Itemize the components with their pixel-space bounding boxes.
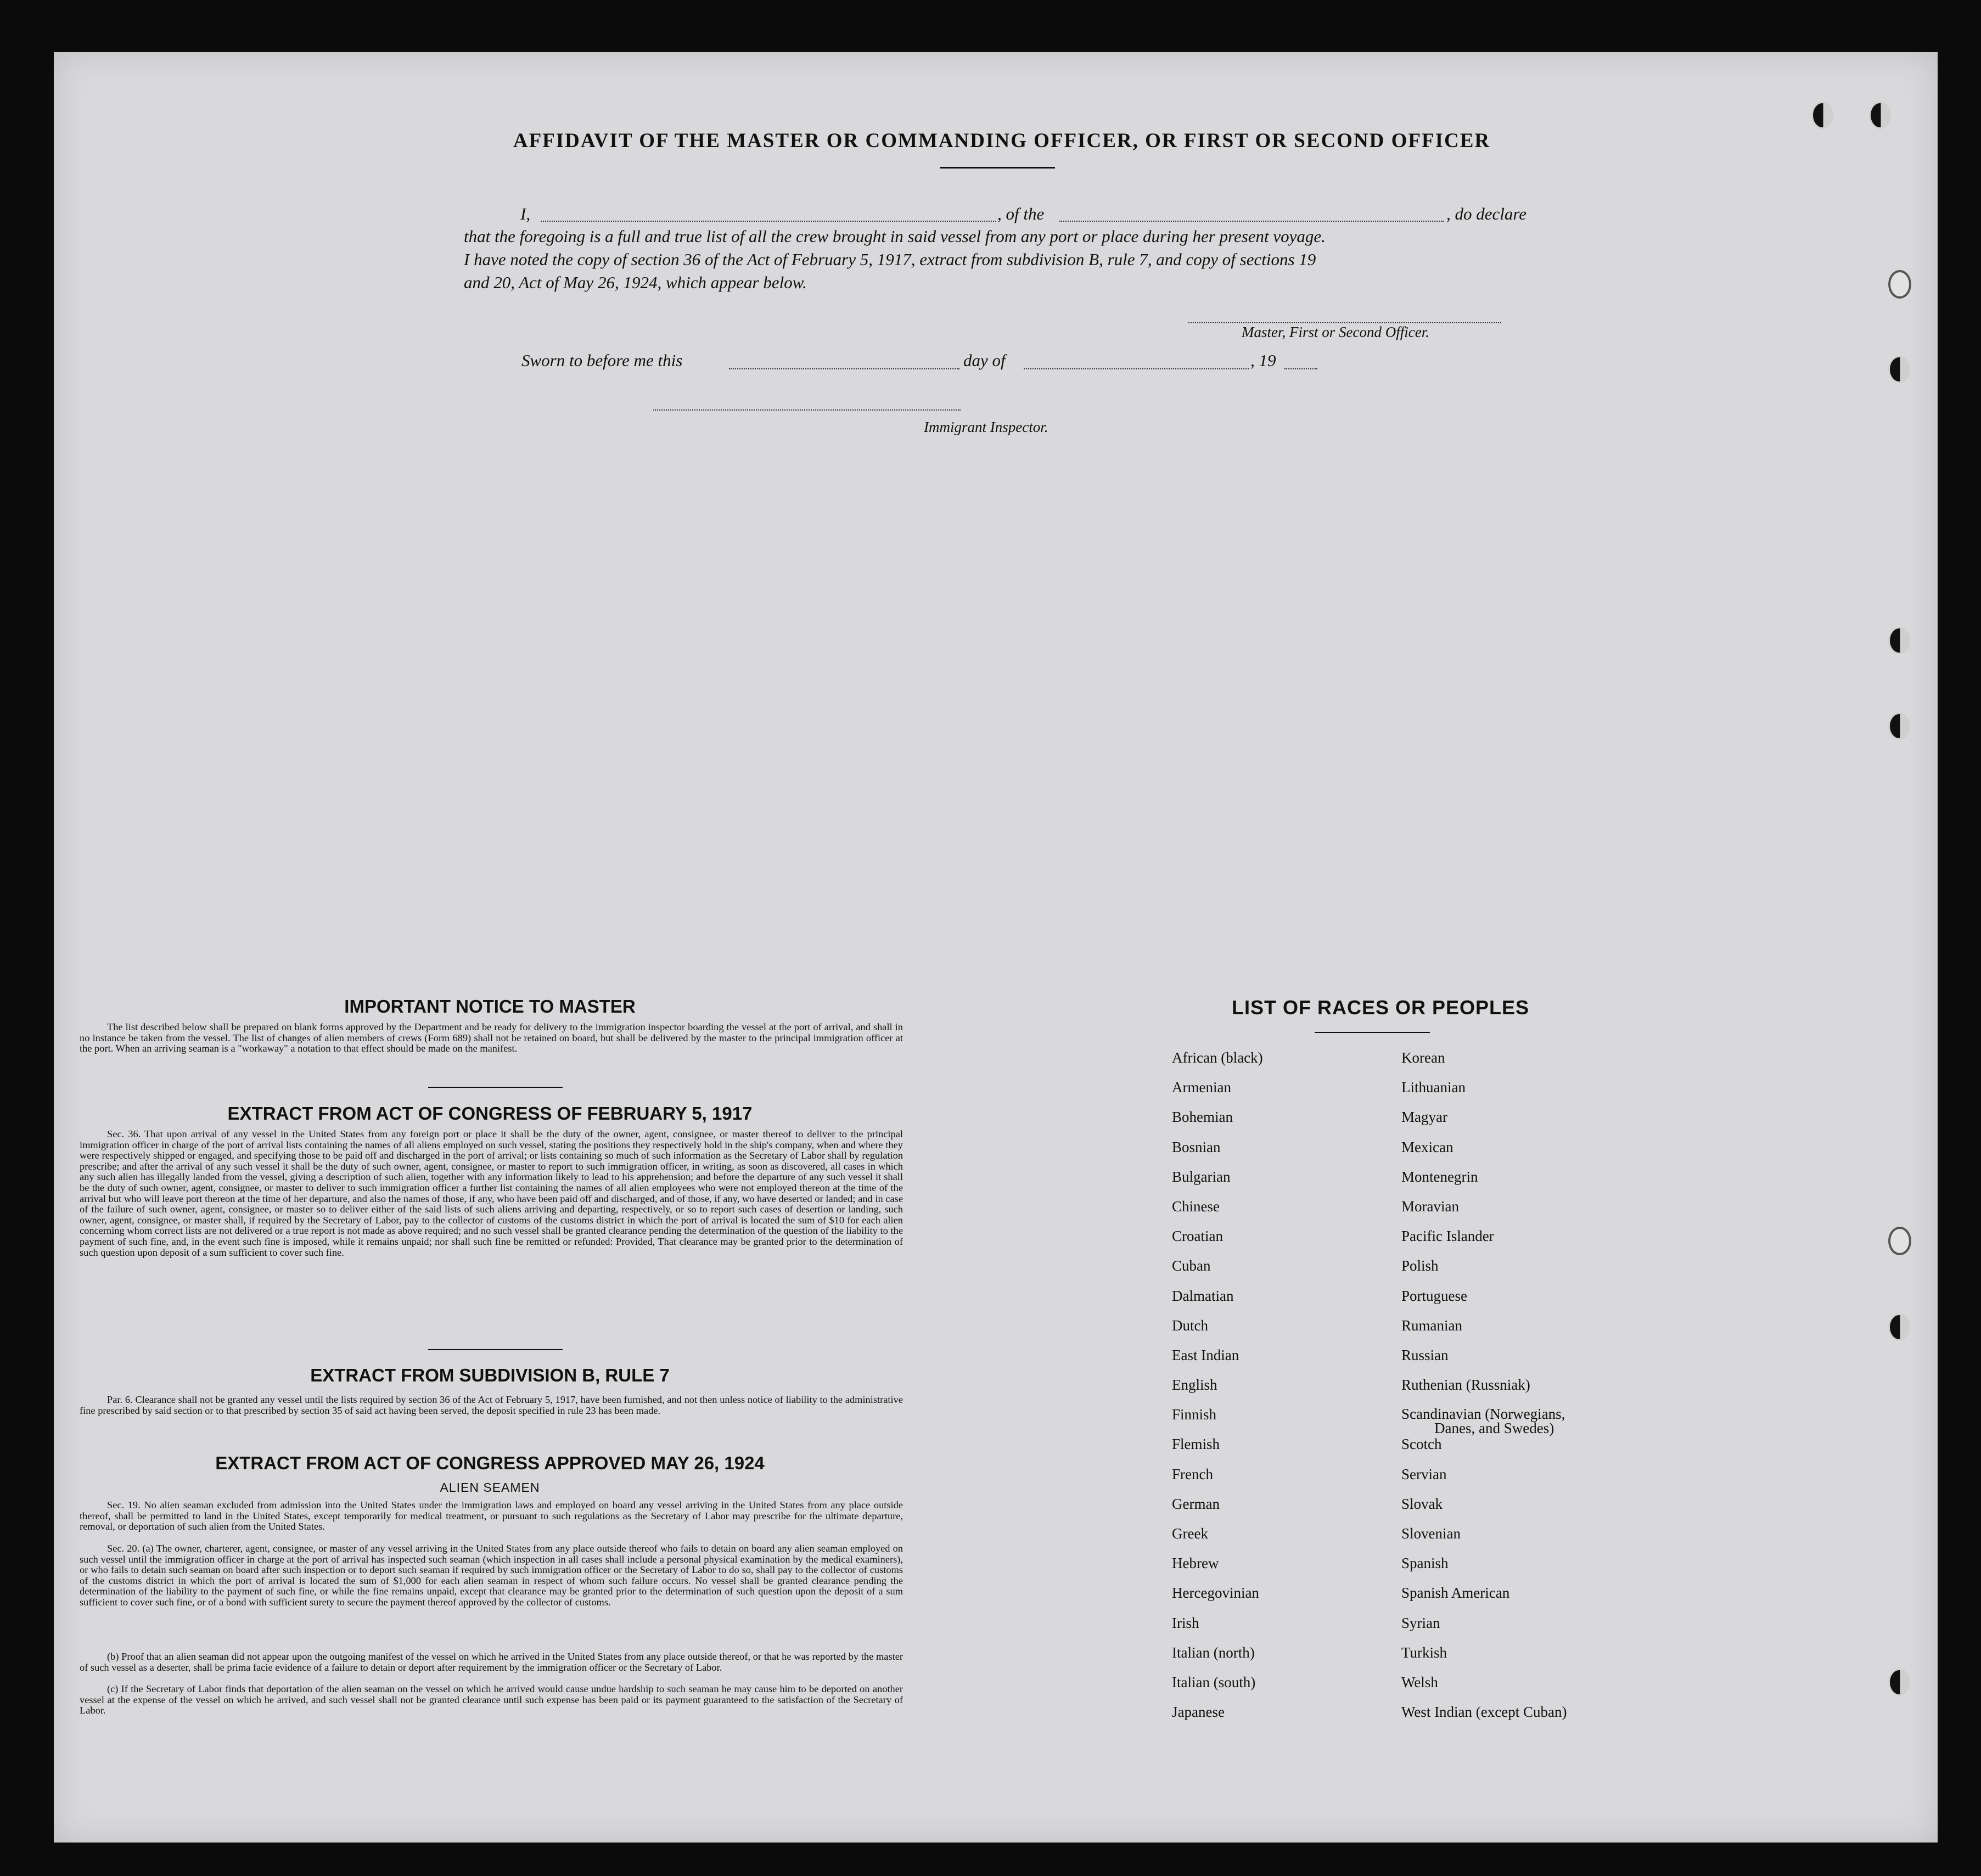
race-item: Montenegrin — [1401, 1168, 1478, 1185]
race-item: Croatian — [1172, 1228, 1223, 1245]
race-item: Bulgarian — [1172, 1168, 1231, 1185]
race-item: Irish — [1172, 1614, 1199, 1631]
race-item: East Indian — [1172, 1346, 1239, 1363]
binder-hole — [1888, 356, 1910, 383]
affidavit-line-4: and 20, Act of May 26, 1924, which appear below. — [464, 273, 807, 292]
affidavit-line-2: that the foregoing is a full and true list of all the crew brought in said vessel from any port or place during her present voyage. — [464, 227, 1326, 246]
rule7-title: EXTRACT FROM SUBDIVISION B, RULE 7 — [310, 1365, 670, 1385]
rule7-body: Par. 6. Clearance shall not be granted any vessel until the lists required by section 36 of the Act of February 5, 1917, have been furnished, and not then unless notice of liability to the administrative fine prescribed by said section or to that prescribed by section 35 of said act having been served, the deposit specified in rule 23 has been made. — [80, 1394, 903, 1416]
race-item: Scotch — [1401, 1436, 1442, 1453]
extract-1924-sec20a: Sec. 20. (a) The owner, charterer, agent, consignee, or master of any vessel arriving in the United States from any place outside thereof who fails to detain on board any alien seaman employed on such vessel until the immigration officer in charge at the port of arrival has inspected such seaman (which inspection in all cases shall include a personal physical examination by the medical examiners), or who fails to detain such seaman on board after such inspection or to deport such seaman if required by such immigration officer or the Secretary of Labor to do so, shall pay to the collector of customs of the customs district in which the port of arrival is located the sum of $1,000 for each alien seaman in respect of whom such failure occurs. No vessel shall be granted clearance pending the determination of the liability to the payment of such fine, or while the fine remains unpaid, except that clearance may be granted prior to the determination of such question upon the deposit of a sum sufficient to cover such fine, or of a bond with sufficient surety to secure the payment thereof approved by the collector of customs. — [80, 1543, 903, 1608]
race-item: Flemish — [1172, 1436, 1220, 1453]
race-item: Cuban — [1172, 1257, 1211, 1274]
race-item-line: Scandinavian (Norwegians, — [1401, 1406, 1565, 1423]
race-item: Pacific Islander — [1401, 1228, 1494, 1245]
race-item: Servian — [1401, 1465, 1447, 1482]
race-item: Russian — [1401, 1346, 1449, 1363]
race-item: Slovak — [1401, 1495, 1443, 1512]
race-item: German — [1172, 1495, 1220, 1512]
extract-1917-body: Sec. 36. That upon arrival of any vessel in the United States from any foreign port or place it shall be the duty of the owner, agent, consignee, or master thereof to deliver to the principal immigration officer in charge of the port of arrival lists containing the names of all aliens employed on such vessel, stating the positions they respectively hold in the ship's company, when and where they were respectively shipped or engaged, and specifying those to be paid off and discharged in the port of arrival; or lists containing so much of such information as the Secretary of Labor shall by regulation prescribe; and after the arrival of any such vessel it shall be the duty of such owner, agent, consignee, or master to report to such immigration officer, in writing, as soon as discovered, all cases in which any such alien has illegally landed from the vessel, giving a description of such alien, together with any information likely to lead to his apprehension; and before the departure of any such vessel it shall be the duty of such owner, agent, consignee, or master to deliver to such immigration officer a further list containing the names of all alien employees who were not employed thereon at the time of the arrival but who will leave port thereon at the time of her departure, and also the names of those, if any, who have been paid off and discharged, and of those, if any, wo have deserted or landed; and in case of the failure of such owner, agent, consignee, or master so to deliver either of the said lists of such aliens arriving and departing, respectively, or so to report such cases of desertion or landing, such owner, agent, consignee, or master shall, if required by the Secretary of Labor, pay to the collector of customs of the customs district in which the port of arrival is located the sum of $10 for each alien concerning whom correct lists are not delivered or a true report is not made as above required; and no such vessel shall be granted clearance pending the determination of the question of the liability to the payment of such fine, and, in the event such fine is imposed, while it remains unpaid; nor shall such fine be remitted or refunded: Provided, That clearance may be granted prior to the determination of such question upon deposit of a sum sufficient to cover such fine. — [80, 1128, 903, 1258]
race-item: Spanish American — [1401, 1585, 1510, 1602]
affidavit-i: I, — [520, 204, 531, 223]
race-item: Armenian — [1172, 1079, 1231, 1096]
race-item: Lithuanian — [1401, 1079, 1466, 1096]
binder-hole — [1888, 712, 1910, 740]
race-item: Chinese — [1172, 1198, 1220, 1215]
sworn-month-field[interactable] — [1024, 368, 1249, 369]
race-item: Spanish — [1401, 1555, 1449, 1572]
binder-hole — [1869, 102, 1891, 129]
sworn-year-field[interactable] — [1284, 368, 1317, 369]
extract-1924-sec20c: (c) If the Secretary of Labor finds that deportation of the alien seaman on the vessel on which he arrived would cause undue hardship to such seaman he may cause him to be deported on another vessel at the expense of the vessel on which he arrived, and such vessel shall not be granted clearance until such expense has been paid or its payment guaranteed to the satisfaction of the Secretary of Labor. — [80, 1683, 903, 1716]
name-field[interactable] — [541, 221, 996, 222]
sworn-day-field[interactable] — [729, 368, 959, 369]
races-left-column — [1172, 1050, 1263, 1734]
extract-1924-title: EXTRACT FROM ACT OF CONGRESS APPROVED MAY 26, 1924 — [215, 1453, 765, 1473]
race-item: Magyar — [1401, 1109, 1447, 1126]
notice-title: IMPORTANT NOTICE TO MASTER — [344, 996, 636, 1016]
affidavit-title: AFFIDAVIT OF THE MASTER OR COMMANDING OFFICER, OR FIRST OR SECOND OFFICER — [513, 130, 1491, 152]
race-item: French — [1172, 1465, 1213, 1482]
race-item: Rumanian — [1401, 1317, 1462, 1334]
extract-1924-sec20b: (b) Proof that an alien seaman did not appear upon the outgoing manifest of the vessel on which he arrived in the United States from any place outside thereof, or that he was reported by the master of such vessel as a deserter, shall be prima facie evidence of a failure to detain or deport after requirement by the immigration officer or the Secretary of Labor. — [80, 1651, 903, 1673]
divider — [428, 1087, 563, 1088]
race-item: Moravian — [1401, 1198, 1459, 1215]
master-signature-field[interactable] — [1188, 322, 1501, 323]
sworn-text: Sworn to before me this — [521, 351, 683, 370]
race-item: English — [1172, 1377, 1217, 1394]
binder-hole — [1888, 1227, 1911, 1255]
race-item: West Indian (except Cuban) — [1401, 1704, 1567, 1721]
race-item: Bosnian — [1172, 1138, 1221, 1155]
race-item: Turkish — [1401, 1644, 1447, 1661]
race-item: Mexican — [1401, 1138, 1454, 1155]
race-item: Dalmatian — [1172, 1287, 1234, 1304]
race-item: Hebrew — [1172, 1555, 1219, 1572]
binder-hole — [1888, 1313, 1910, 1341]
races-right-column — [1401, 1050, 1567, 1734]
affidavit-declare: , do declare — [1446, 204, 1527, 223]
inspector-signature-field[interactable] — [653, 409, 961, 411]
race-item: Italian (north) — [1172, 1644, 1255, 1661]
year-text: , 19 — [1250, 351, 1276, 370]
race-item: Welsh — [1401, 1673, 1438, 1690]
alien-seamen-subtitle: ALIEN SEAMEN — [440, 1480, 540, 1495]
divider — [428, 1349, 563, 1350]
master-signature-label: Master, First or Second Officer. — [1242, 324, 1429, 340]
race-item: Korean — [1401, 1049, 1445, 1066]
race-item: Greek — [1172, 1525, 1208, 1542]
divider — [940, 167, 1055, 168]
divider — [1315, 1032, 1430, 1033]
race-item: African (black) — [1172, 1049, 1263, 1066]
race-item: Slovenian — [1401, 1525, 1461, 1542]
binder-hole — [1888, 270, 1911, 299]
race-item — [1401, 1407, 1567, 1436]
race-item: Japanese — [1172, 1704, 1225, 1721]
affidavit-of-the: , of the — [997, 204, 1045, 223]
race-item: Polish — [1401, 1257, 1439, 1274]
race-item-line: Danes, and Swedes) — [1434, 1420, 1555, 1437]
race-item: Bohemian — [1172, 1109, 1233, 1126]
race-item: Syrian — [1401, 1614, 1440, 1631]
race-item: Portuguese — [1401, 1287, 1467, 1304]
race-item: Dutch — [1172, 1317, 1208, 1334]
extract-1917-title: EXTRACT FROM ACT OF CONGRESS OF FEBRUARY 5, 1917 — [227, 1103, 753, 1124]
binder-hole — [1811, 102, 1833, 129]
vessel-field[interactable] — [1059, 221, 1444, 222]
binder-hole — [1888, 1669, 1910, 1696]
race-item: Italian (south) — [1172, 1673, 1256, 1690]
inspector-signature-label: Immigrant Inspector. — [924, 419, 1048, 435]
races-title: LIST OF RACES OR PEOPLES — [1231, 996, 1530, 1019]
day-of-text: day of — [963, 351, 1006, 370]
affidavit-line-3: I have noted the copy of section 36 of the Act of February 5, 1917, extract from subdivision B, rule 7, and copy of sections 19 — [464, 250, 1316, 269]
binder-hole — [1888, 627, 1910, 654]
race-item: Hercegovinian — [1172, 1585, 1259, 1602]
notice-body: The list described below shall be prepared on blank forms approved by the Department and be ready for delivery to the immigration inspector boarding the vessel at the port of arrival, and shall in no instance be taken from the vessel. The list of changes of alien members of crews (Form 689) shall not be retained on board, but shall be delivered by the master to the principal immigration officer at the port. When an arriving seaman is a "workaway" a notation to that effect should be made on the manifest. — [80, 1021, 903, 1054]
race-item: Ruthenian (Russniak) — [1401, 1377, 1530, 1394]
extract-1924-sec19: Sec. 19. No alien seaman excluded from admission into the United States under the immigration laws and employed on board any vessel arriving in the United States from any place outside thereof, shall be permitted to land in the United States, except temporarily for medical treatment, or pursuant to such regulations as the Secretary of Labor may prescribe for the ultimate departure, removal, or deportation of such alien from the United States. — [80, 1499, 903, 1532]
race-item: Finnish — [1172, 1406, 1217, 1423]
